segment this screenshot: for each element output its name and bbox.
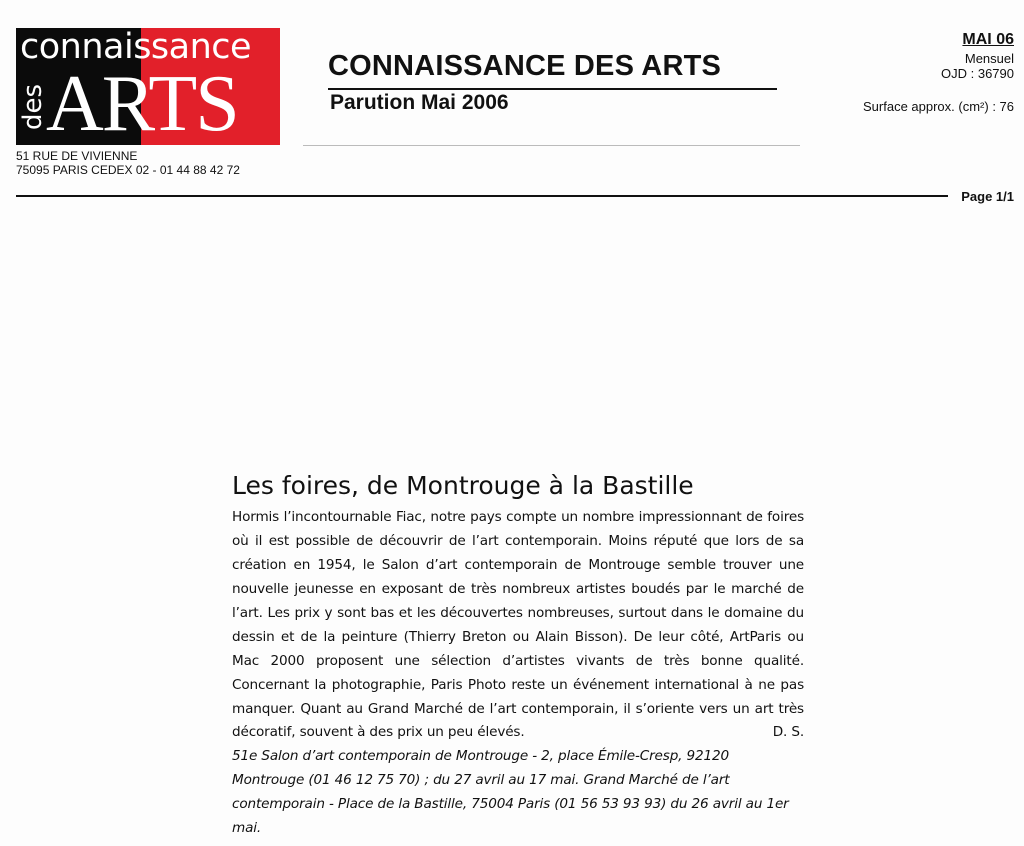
surface-label: Surface approx. (cm²) : 76 [863,99,1014,114]
article-title: Les foires, de Montrouge à la Bastille [232,471,694,500]
logo-top-text: connaissance [20,28,252,67]
title-underline [328,88,777,90]
address-line-1: 51 RUE DE VIVIENNE [16,149,138,163]
article-body-text: Hormis l’incontournable Fiac, notre pays compte un nombre impressionnant de foires où il est possible de découvrir de l’art contemporain. Moins réputé que lors de sa création en 1954, le Salon d’art contemporain de Montrouge semble trouver une nouvelle jeunesse en exposant de très nombreux artistes boudés par le marché de l’art. Les prix y sont bas et les découvertes nombreuses, surtout dans le domaine du dessin et de la peinture (Thierry Breton ou Alain Bisson). De leur côté, ArtParis ou Mac 2000 proposent une sélection d’artistes vivants de très bonne qualité. Concernant la photographie, Paris Photo reste un événement international à ne pas manquer. Quant au Grand Marché de l’art contemporain, il s’oriente vers un art très décoratif, souvent à des prix un peu élevés. [232,509,804,741]
ojd-label: OJD : 36790 [941,66,1014,81]
header-divider [303,145,800,146]
article-event-info: 51e Salon d’art contemporain de Montrouge - 2, place Émile-Cresp, 92120 Montrouge (01 46 12 75 70) ; du 27 avril au 17 mai. Grand Marché de l’art contemporain - Place de la Bastille, 75004 Paris (01 56 53 93 93) du 26 avril au 1er mai. [232,748,789,837]
article-body [232,506,804,745]
publication-title: CONNAISSANCE DES ARTS [328,50,722,82]
logo [16,28,280,145]
frequency-label: Mensuel [964,51,1014,66]
article [232,470,804,841]
address-line-2: 75095 PARIS CEDEX 02 - 01 44 88 42 72 [16,163,240,177]
publisher-address [16,149,240,177]
main-divider [16,195,948,197]
logo-side-text: des [18,83,49,131]
article-signature: D. S. [772,724,804,741]
issue-meta [863,32,1014,114]
issue-label: MAI 06 [962,31,1014,48]
parution-date: Parution Mai 2006 [330,91,509,114]
page-number: Page 1/1 [961,189,1014,204]
logo-main-text: ARTS [46,60,238,145]
